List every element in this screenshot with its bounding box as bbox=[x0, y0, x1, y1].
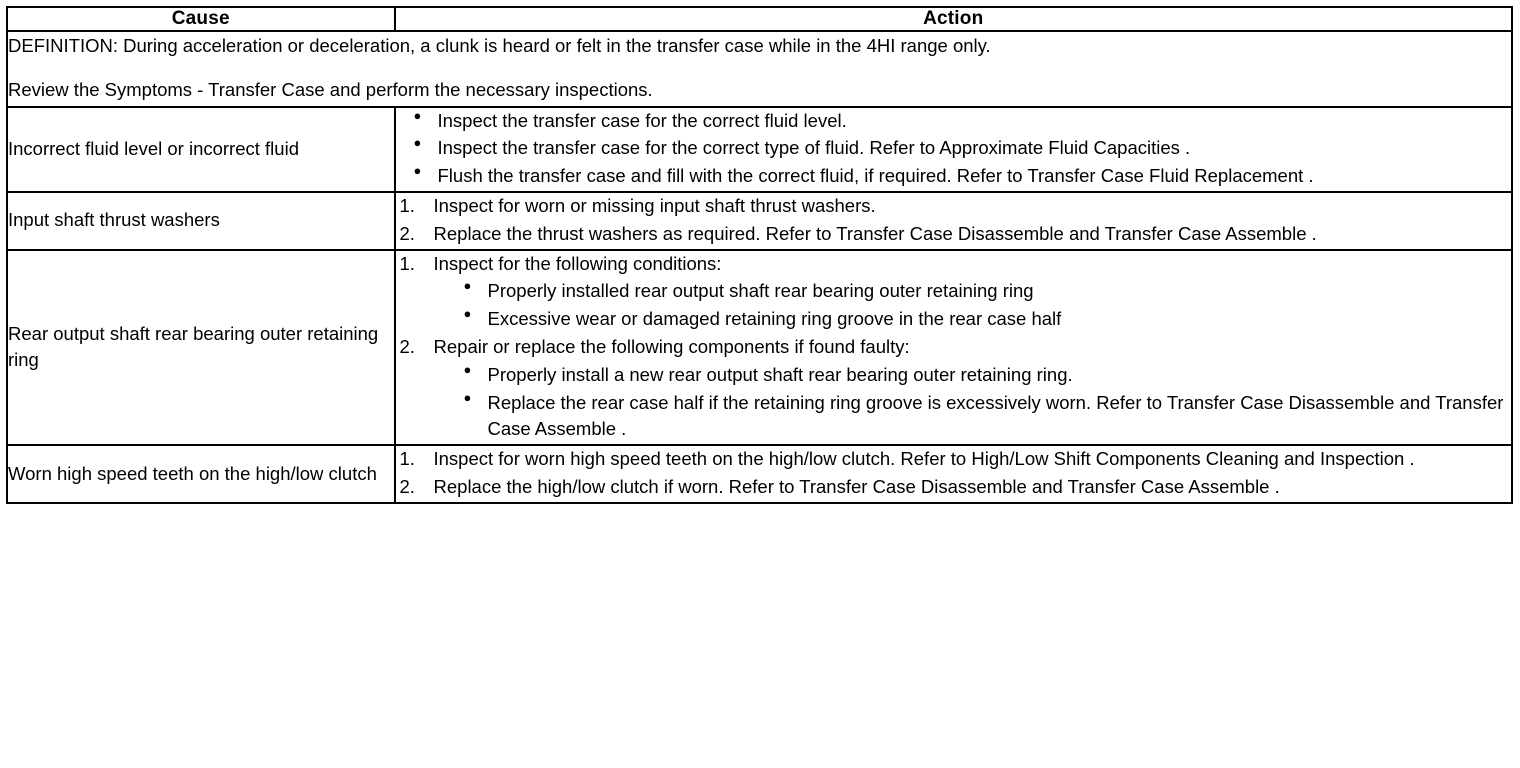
action-numbered-list bbox=[396, 193, 1512, 248]
diagnostic-table bbox=[6, 6, 1513, 504]
definition-line-1: DEFINITION: During acceleration or deceleration, a clunk is heard or felt in the transfer case while in the 4HI range only. bbox=[8, 35, 991, 56]
sub-list-item: ● Excessive wear or damaged retaining ring groove in the rear case half bbox=[434, 306, 1512, 333]
cause-cell: Input shaft thrust washers bbox=[7, 192, 395, 250]
list-item-text: Repair or replace the following components if found faulty: bbox=[433, 336, 910, 357]
list-item: Inspect for worn or missing input shaft thrust washers. bbox=[433, 194, 876, 216]
action-bullet-list bbox=[396, 108, 1512, 190]
list-item: Replace the high/low clutch if worn. Refer to Transfer Case Disassemble and Transfer Case Assemble . bbox=[433, 476, 1280, 498]
cause-cell: Rear output shaft rear bearing outer retaining ring bbox=[7, 250, 395, 446]
action-cell bbox=[395, 250, 1513, 446]
table-row bbox=[7, 107, 1512, 192]
sub-list-item: ● Replace the rear case half if the retaining ring groove is excessively worn. Refer to Transfer Case Disassemble and Transfer Case Assemble . bbox=[434, 390, 1512, 444]
list-item-text: Inspect for the following conditions: bbox=[433, 252, 722, 274]
list-item: ● Flush the transfer case and fill with the correct fluid, if required. Refer to Transfer Case Fluid Replacement . bbox=[396, 163, 1512, 190]
list-item bbox=[396, 251, 1512, 333]
cause-cell: Worn high speed teeth on the high/low clutch bbox=[7, 445, 395, 503]
column-header-cause: Cause bbox=[7, 7, 395, 31]
action-numbered-list bbox=[396, 251, 1512, 444]
list-item: Replace the thrust washers as required. Refer to Transfer Case Disassemble and Transfer Case Assemble . bbox=[433, 222, 1317, 244]
table-row bbox=[7, 445, 1512, 503]
list-item: ● Inspect the transfer case for the correct type of fluid. Refer to Approximate Fluid Capacities . bbox=[396, 135, 1512, 162]
action-cell bbox=[395, 445, 1513, 503]
table-row bbox=[7, 250, 1512, 446]
action-cell bbox=[395, 107, 1513, 192]
sub-bullet-list bbox=[434, 278, 1512, 333]
definition-cell bbox=[7, 31, 1512, 107]
list-item: ● Inspect the transfer case for the correct fluid level. bbox=[396, 108, 1512, 135]
list-item: Inspect for worn high speed teeth on the high/low clutch. Refer to High/Low Shift Components Cleaning and Inspection . bbox=[433, 448, 1415, 470]
sub-list-item: ● Properly installed rear output shaft rear bearing outer retaining ring bbox=[434, 278, 1512, 305]
table-row bbox=[7, 192, 1512, 250]
table-row-definition bbox=[7, 31, 1512, 107]
sub-bullet-list bbox=[434, 362, 1512, 443]
list-item bbox=[396, 334, 1512, 443]
action-numbered-list bbox=[396, 446, 1512, 501]
column-header-action: Action bbox=[395, 7, 1513, 31]
cause-cell: Incorrect fluid level or incorrect fluid bbox=[7, 107, 395, 192]
sub-list-item: ● Properly install a new rear output shaft rear bearing outer retaining ring. bbox=[434, 362, 1512, 389]
action-cell bbox=[395, 192, 1513, 250]
table-header-row bbox=[7, 7, 1512, 31]
definition-line-2: Review the Symptoms - Transfer Case and perform the necessary inspections. bbox=[8, 78, 653, 100]
